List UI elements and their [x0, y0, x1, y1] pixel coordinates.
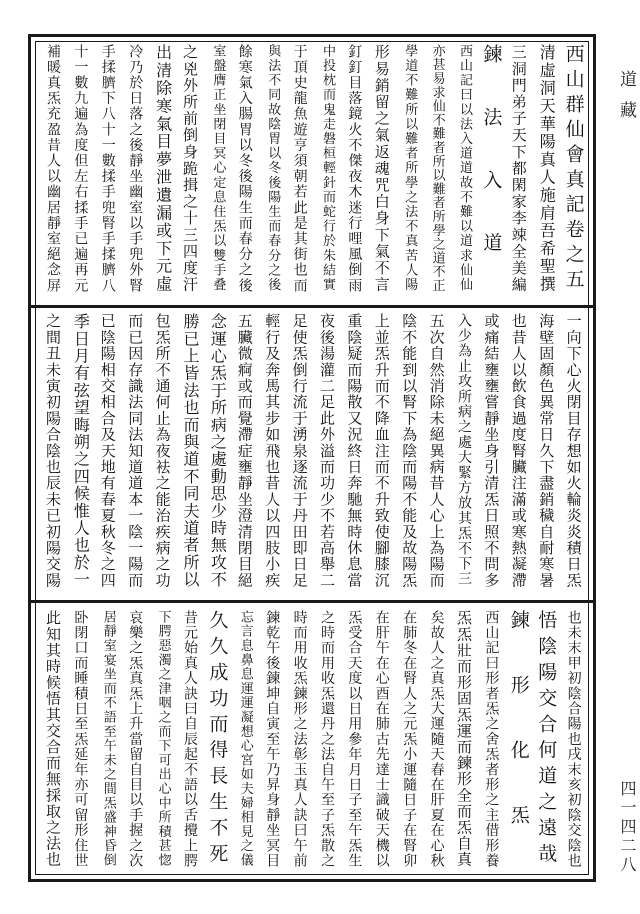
text-column: 海壁固顏色異常日久下盡銷穢自耐寒暑 — [537, 313, 556, 589]
text-column: 勝已上皆法也而與道不同夫道者所以 — [181, 313, 200, 589]
text-column: 五臟微痾或而覺滯症壅靜坐澄清閉目絕 — [235, 313, 254, 589]
text-column: 炁受合天度以日用參年月日子至午炁生 — [346, 610, 363, 869]
text-column: 哀樂之炁真炁上升當留自目以手握之次 — [127, 610, 144, 869]
text-column: 之間丑未寅初陽合陰也辰未已初陽交陽 — [44, 313, 62, 589]
text-column: 重陰疑而陽散又況終日奔馳無時休息當 — [345, 313, 364, 589]
text-column: 亦甚易求仙不難者所以難者所學之道不正 — [429, 44, 445, 293]
text-column: 形易銷留之氣返魂咒白身下氣不言 — [372, 44, 391, 293]
text-column: 中投枕而鬼走磐桓輕針而蛇行於朱結實 — [320, 44, 335, 293]
text-column: 久久成功而得長生不死 — [206, 610, 229, 869]
text-column: 出清除寒氣目夢泄遺漏或下元虛 — [153, 44, 173, 294]
text-column: 釘釘目落鏡火不傑夜木迷行哩風倒雨 — [346, 44, 363, 294]
text-column: 夜後湯灌二足此外溢而功少不若高舉二 — [318, 313, 336, 589]
text-column: 上並炁升而不降血注而不升致使腳膝沉 — [372, 313, 391, 589]
text-column: 此知其時候悟其交合而無採取之法也 — [44, 610, 62, 868]
text-column: 西山群仙會真記卷之五 — [562, 44, 585, 294]
text-column: 一向下心火閉目存想如火輪炎炎積日炁 — [564, 313, 583, 589]
text-column: 室盤膺正坐閉目冥心定息住炁以雙手叠 — [210, 44, 226, 293]
text-column: 之時而用收炁還丹之法自午至子炁散之 — [319, 610, 335, 869]
text-column: 鍊法入道 — [480, 44, 503, 296]
text-column: 念運心炁于所病之處動思少時無攻不 — [208, 313, 228, 589]
text-column: 居靜室宴坐而不語至午未之間炁盛神昏倒 — [100, 610, 116, 868]
text-column: 鍊乾午後鍊坤自寅至午乃昇身靜坐冥目 — [264, 610, 281, 869]
text-column: 輕行及奔馬其步如飛也昔人以四肢小疾 — [263, 313, 282, 589]
text-column: 補暖真炁充盈昔人以幽居靜室絕念屏 — [45, 44, 61, 294]
text-column: 于頂史龍魚遊亨須朝若此是其街也而 — [291, 44, 308, 294]
text-column: 炁炁壯而形固炁運而鍊形全而炁自真 — [455, 610, 473, 868]
text-column: 也未末甲初陰合陽也戌末亥初陰交陰也 — [565, 610, 582, 869]
text-column: 也昔人以飲食過度腎臟注滿或寒熱凝滯 — [509, 313, 528, 589]
section-divider-1 — [28, 305, 596, 308]
text-column: 十一數九遍為度但左右揉手已遍再元 — [72, 44, 89, 294]
text-column: 西山記曰以法入道道故不難以道求仙仙 — [457, 44, 472, 293]
text-column: 學道不難所以難者所學之法不真苦人陽 — [402, 44, 418, 293]
text-column: 入少為止攻所病之處大緊方放其炁不下三 — [456, 313, 472, 587]
text-column: 矣故人之真炁大運隨天春在肝夏在心秋 — [428, 610, 445, 869]
text-column: 忘言息鼻息運運凝想心宮如夫婦相見之儀 — [237, 610, 253, 868]
text-column: 包炁所不通何止為夜袪之能治疾病之功 — [153, 313, 172, 589]
text-column: 悟陰陽交合何道之遠哉 — [535, 610, 558, 869]
section-divider-2 — [28, 600, 596, 603]
text-column: 昔元始真人訣曰自辰起不語以舌攪上腭 — [182, 610, 198, 869]
collection-name: 道藏 — [616, 70, 636, 132]
text-column: 陰不能到以腎下為陰而陽不能及故陽炁 — [400, 313, 419, 589]
text-column: 在肝午在心酉在肺古先達士識破天機以 — [373, 610, 390, 869]
text-column: 之兇外所前倒身跪揖之十三四度汗 — [181, 44, 199, 293]
text-column: 下腭惡濁之津咽之而下可出心中所積甚惚 — [155, 610, 171, 868]
text-column: 在肺冬在腎人之元炁小運隨日子在腎卯 — [401, 610, 418, 869]
text-column: 時而用收炁鍊形之法彰玉真人訣曰午前 — [291, 610, 308, 869]
text-column: 三洞門弟子天下都閑家李竦全美編 — [509, 44, 528, 293]
folio-number: 四一四二八 — [618, 780, 637, 875]
text-column: 西山記曰形者炁之舍炁者形之主借形養 — [483, 610, 500, 869]
text-column: 或痛結壅壅嘗靜坐身引清炁日照不問多 — [482, 313, 501, 589]
text-column: 季日月有弦望晦朔之四候惟人也於一 — [71, 313, 91, 589]
text-column: 五次自然消除未絕異病昔人心上為陽而 — [427, 313, 446, 589]
text-column: 而已因存識法同法知道道本一陰一陽而 — [126, 313, 145, 589]
text-column: 已陰陽相交相合及天地有春夏秋冬之四 — [98, 313, 117, 589]
text-column: 鍊形化炁 — [507, 610, 530, 870]
text-column: 足使炁倒行流于湧泉逐流于丹田即日足 — [290, 313, 309, 589]
text-column: 冷乃於日落之後靜坐幽室以手兜外腎 — [127, 44, 144, 294]
text-column: 餘寒氣入腸胃以冬後陽生而春分之後 — [236, 44, 253, 294]
text-column: 卧閉口而睡積日至炁延年亦可留形住世 — [72, 610, 89, 869]
text-column: 與法不同故陰胃以冬後陽生而春分之後 — [265, 44, 281, 293]
text-column: 手揉臍下八十一數揉手兜腎手揉臍八 — [99, 44, 116, 294]
text-column: 清虛洞天華陽真人施肩吾希聖撰 — [537, 44, 557, 294]
